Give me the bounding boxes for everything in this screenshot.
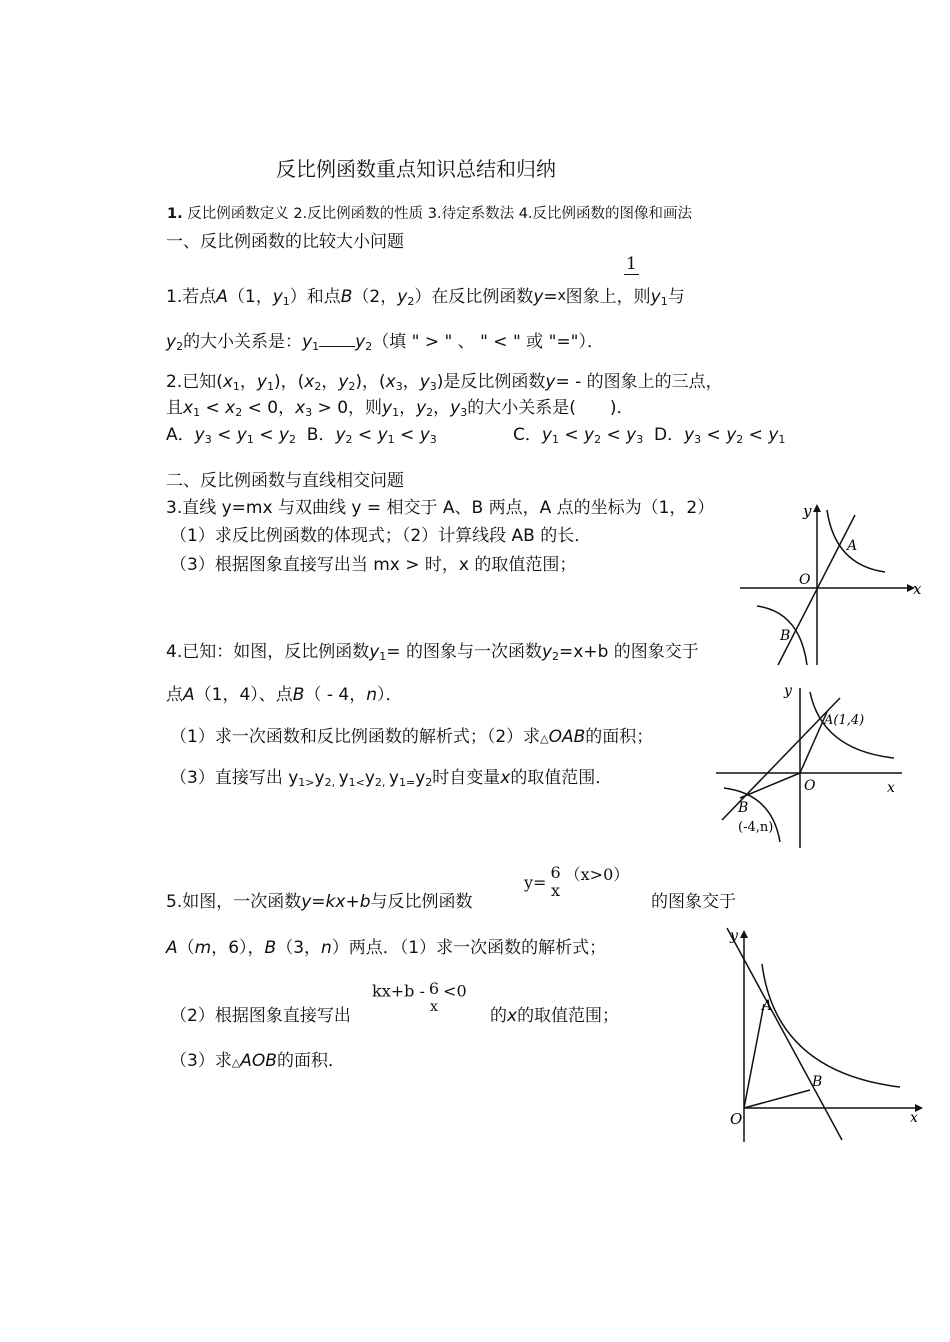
q4-point-a-label: A(1,4) bbox=[824, 713, 865, 728]
q2-line-2: 且$x_1 < x_2 < 0$，$x_3 > 0$，则$y_1$，$y_2$，$y_3$的大小关系是( )． bbox=[166, 398, 634, 419]
q2-option-b[interactable]: B．$y_2 < y_1 < y_3$ bbox=[306, 425, 437, 446]
q5-origin-label: O bbox=[730, 1110, 743, 1128]
q3-x-label: x bbox=[913, 580, 922, 598]
q5-line-1: 5.如图，一次函数y=kx+b与反比例函数 bbox=[166, 892, 473, 912]
section-heading-1: 一、反比例函数的比较大小问题 bbox=[166, 232, 404, 252]
q3-point-a-label: A bbox=[847, 538, 858, 554]
q1-line-2: $y_2$的大小关系是：$y_1$ $y_2$（填 " > " 、 " < " 或 "="）． bbox=[166, 332, 604, 353]
q3-line-1: 3.直线 y=mx 与双曲线 y = 相交于 A、B 两点，A 点的坐标为（1，2） bbox=[166, 498, 715, 518]
q1-fraction-numerator: 1 bbox=[626, 254, 637, 274]
q2-options-ab bbox=[166, 424, 437, 446]
q4-line-2: 点A（1，4）、点B（ - 4，n）． bbox=[166, 685, 403, 705]
q4-y-label: y bbox=[784, 683, 792, 699]
q1-answer-blank[interactable] bbox=[319, 332, 355, 347]
q3-line-2: （1）求反比例函数的体现式；（2）计算线段 AB 的长． bbox=[170, 526, 592, 546]
q4-segment-ob bbox=[740, 773, 800, 798]
q2-option-d[interactable]: D．$y_3 < y_2 < y_1$ bbox=[654, 425, 786, 446]
q5-figure bbox=[720, 922, 925, 1147]
section-heading-2: 二、反比例函数与直线相交问题 bbox=[166, 471, 404, 491]
q5-point-a-label: A bbox=[762, 998, 773, 1014]
q2-line-1: 2.已知($x_1$，$y_1$)，($x_2$，$y_2$)，($x_3$，$y_3$)是反比例函数y= - 的图象上的三点， bbox=[166, 372, 723, 393]
topics-line bbox=[167, 203, 692, 225]
q4-figure bbox=[712, 680, 917, 850]
q5-inequality: kx+b - 6 x <0 bbox=[372, 979, 467, 1015]
q3-y-label: y bbox=[803, 502, 812, 520]
q4-x-label: x bbox=[887, 780, 895, 796]
q2-option-c[interactable]: C．$y_1 < y_2 < y_3$ bbox=[513, 425, 644, 446]
topics-number: 1. bbox=[167, 206, 183, 222]
q2-options-cd bbox=[513, 424, 785, 446]
q3-point-b-label: B bbox=[780, 628, 791, 644]
q5-line-3b: 的x的取值范围； bbox=[490, 1006, 620, 1026]
q5-y-label: y bbox=[730, 928, 738, 944]
q4-line-3: （1）求一次函数和反比例函数的解析式；（2）求△OAB的面积； bbox=[170, 727, 654, 747]
q5-line-3a: （2）根据图象直接写出 bbox=[170, 1006, 351, 1026]
q5-formula: y= 6 x （x>0） bbox=[524, 862, 630, 900]
q4-point-b-label: B bbox=[738, 800, 749, 816]
q1-line-1: 1.若点A（1，$y_1$）和点B（2，$y_2$）在反比例函数y=x图象上，则$y_1$与 bbox=[166, 287, 685, 308]
q4-point-b-coords: (-4,n) bbox=[738, 820, 774, 835]
q3-origin-label: O bbox=[799, 572, 811, 588]
q4-segment-oa bbox=[800, 712, 827, 773]
q5-line-1-end: 的图象交于 bbox=[651, 892, 736, 912]
q5-segment-oa bbox=[744, 1004, 764, 1108]
q5-line-4: （3）求△AOB的面积． bbox=[170, 1051, 345, 1071]
q5-hyperbola bbox=[762, 964, 900, 1087]
q3-figure bbox=[735, 500, 920, 670]
q5-y-arrow bbox=[740, 930, 748, 938]
q4-line-1: 4.已知：如图，反比例函数$y_1=$ 的图象与一次函数$y_2=x+b$ 的图象交于 bbox=[166, 642, 699, 663]
page-title: 反比例函数重点知识总结和归纳 bbox=[276, 157, 556, 181]
q4-line-4: （3）直接写出 $y_{1>}y_{2,}$ $y_{1<}y_{2,}$ $y_{1=}y_2$时自变量x的取值范围． bbox=[170, 768, 613, 789]
q5-line-2: A（m，6），B（3，n）两点．（1）求一次函数的解析式； bbox=[166, 938, 607, 958]
q5-point-b-label: B bbox=[812, 1074, 823, 1090]
q5-segment-ob bbox=[744, 1090, 810, 1108]
q3-line-3: （3）根据图象直接写出当 mx > 时，x 的取值范围； bbox=[170, 555, 577, 575]
q4-origin-label: O bbox=[804, 778, 816, 794]
q2-option-a[interactable]: A．$y_3 < y_1 < y_2$ bbox=[166, 425, 296, 446]
q3-y-arrow bbox=[813, 504, 821, 512]
q5-x-label: x bbox=[910, 1110, 918, 1126]
topics-text: 反比例函数定义 2.反比例函数的性质 3.待定系数法 4.反比例函数的图像和画法 bbox=[187, 206, 693, 222]
